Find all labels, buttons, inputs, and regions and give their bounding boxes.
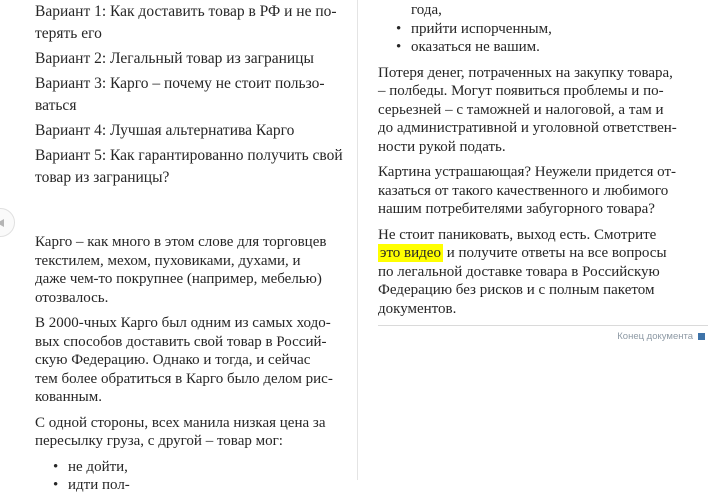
text-segment: кованным. bbox=[35, 389, 102, 405]
text-segment: скую Федерацию. Однако и тогда, и сейчас bbox=[35, 352, 311, 368]
heading-paragraph bbox=[35, 1, 347, 45]
text-segment: тем более обратиться в Карго было делом рис- bbox=[35, 370, 333, 387]
text-segment: Картина устрашающая? Неужели придется от- bbox=[378, 164, 677, 180]
text-line bbox=[378, 244, 708, 263]
text-line bbox=[378, 226, 708, 245]
text-segment: ности рукой подать. bbox=[378, 138, 506, 155]
text-line bbox=[35, 270, 347, 289]
paragraph bbox=[378, 226, 708, 319]
text-line bbox=[35, 1, 347, 23]
text-segment: документов. bbox=[378, 300, 457, 317]
text-segment: – полбеды. Могут появиться проблемы и по- bbox=[378, 83, 664, 99]
text-line bbox=[378, 163, 708, 182]
text-line bbox=[378, 300, 708, 319]
bullet-text: оказаться не вашим. bbox=[411, 39, 540, 55]
paragraph bbox=[35, 314, 347, 407]
text-segment: терять его bbox=[35, 25, 102, 42]
text-segment: по легальной доставке товара в Российскую bbox=[378, 263, 660, 280]
text-line bbox=[35, 388, 347, 407]
text-line bbox=[35, 432, 347, 451]
text-line bbox=[35, 370, 347, 389]
text-line bbox=[378, 101, 708, 120]
text-line bbox=[35, 145, 347, 167]
text-line bbox=[378, 182, 708, 201]
text-line bbox=[378, 64, 708, 83]
text-segment: Потеря денег, потраченных на закупку товара, bbox=[378, 64, 673, 81]
bullet-text: идти пол- bbox=[68, 477, 130, 493]
spacer bbox=[35, 192, 347, 233]
text-segment: Вариант 2: Легальный товар из заграницы bbox=[35, 50, 314, 67]
bullet-text: года, bbox=[411, 2, 442, 18]
bullet-list bbox=[378, 1, 708, 57]
text-segment: ваться bbox=[35, 97, 77, 114]
end-of-document-marker bbox=[378, 331, 708, 342]
end-of-document-icon bbox=[698, 333, 705, 340]
text-line bbox=[35, 48, 347, 70]
heading-paragraph bbox=[35, 48, 347, 70]
list-item bbox=[35, 476, 347, 495]
text-line bbox=[35, 120, 347, 142]
paragraph bbox=[35, 233, 347, 307]
list-item bbox=[378, 1, 708, 20]
text-line bbox=[378, 138, 708, 157]
list-item bbox=[35, 458, 347, 477]
text-line bbox=[35, 289, 347, 308]
text-line bbox=[35, 414, 347, 433]
highlighted-link[interactable]: это видео bbox=[380, 245, 441, 261]
previous-page-button[interactable] bbox=[0, 208, 15, 237]
heading-paragraph bbox=[35, 145, 347, 189]
text-segment: пересылку груза, с другой – товар мог: bbox=[35, 433, 283, 449]
text-segment: Вариант 3: Карго – почему не стоит пользо- bbox=[35, 75, 325, 92]
text-line bbox=[35, 167, 347, 189]
end-of-document-label: Конец документа bbox=[617, 331, 693, 342]
text-segment: до административной и уголовной ответствен- bbox=[378, 120, 677, 136]
text-segment: Вариант 1: Как доставить товар в РФ и не по- bbox=[35, 3, 337, 20]
text-segment: текстилем, мехом, пуховиками, духами, и bbox=[35, 252, 301, 269]
heading-paragraph bbox=[35, 73, 347, 117]
paragraph bbox=[378, 163, 708, 219]
text-segment: Федерацию без рисков и с полным пакетом bbox=[378, 282, 655, 298]
text-line bbox=[35, 23, 347, 45]
text-line bbox=[35, 333, 347, 352]
list-item bbox=[378, 38, 708, 57]
bullet-list bbox=[35, 458, 347, 495]
text-segment: С одной стороны, всех манила низкая цена за bbox=[35, 414, 326, 431]
text-segment: В 2000-чных Карго был одним из самых ходо- bbox=[35, 315, 331, 331]
text-segment: Не стоит паниковать, выход есть. Смотрите bbox=[378, 226, 657, 243]
text-segment: серьезней – с таможней и налоговой, а там и bbox=[378, 101, 664, 118]
paragraph bbox=[378, 64, 708, 157]
text-line bbox=[378, 200, 708, 219]
text-line bbox=[35, 73, 347, 95]
column-divider bbox=[357, 0, 358, 480]
text-segment: отозвалось. bbox=[35, 289, 109, 306]
text-line bbox=[35, 233, 347, 252]
text-line bbox=[378, 281, 708, 300]
column-right bbox=[378, 1, 708, 342]
text-segment: нашим потребителями забугорного товара? bbox=[378, 201, 655, 217]
end-of-document-rule bbox=[378, 325, 708, 326]
list-item bbox=[378, 20, 708, 39]
text-segment: товар из заграницы? bbox=[35, 169, 170, 186]
text-segment: Карго – как много в этом слове для торговцев bbox=[35, 234, 327, 250]
paragraph bbox=[35, 414, 347, 451]
chevron-left-icon bbox=[0, 219, 4, 227]
text-segment: Вариант 5: Как гарантированно получить свой bbox=[35, 147, 343, 164]
text-segment: Вариант 4: Лучшая альтернатива Карго bbox=[35, 122, 295, 139]
bullet-text: не дойти, bbox=[68, 458, 128, 475]
text-line bbox=[35, 351, 347, 370]
bullet-text: прийти испорченным, bbox=[411, 20, 552, 37]
text-line bbox=[35, 95, 347, 117]
text-segment: даже чем-то покрупнее (например, мебелью) bbox=[35, 271, 322, 287]
text-line bbox=[35, 314, 347, 333]
text-segment: вых способов доставить свой товар в Россий- bbox=[35, 333, 327, 350]
text-line bbox=[378, 82, 708, 101]
text-segment: и получите ответы на все вопросы bbox=[442, 245, 667, 261]
text-line bbox=[378, 263, 708, 282]
text-segment: казаться от такого качественного и любимого bbox=[378, 182, 669, 199]
heading-paragraph bbox=[35, 120, 347, 142]
column-left bbox=[35, 1, 347, 502]
text-line bbox=[35, 252, 347, 271]
text-line bbox=[378, 119, 708, 138]
